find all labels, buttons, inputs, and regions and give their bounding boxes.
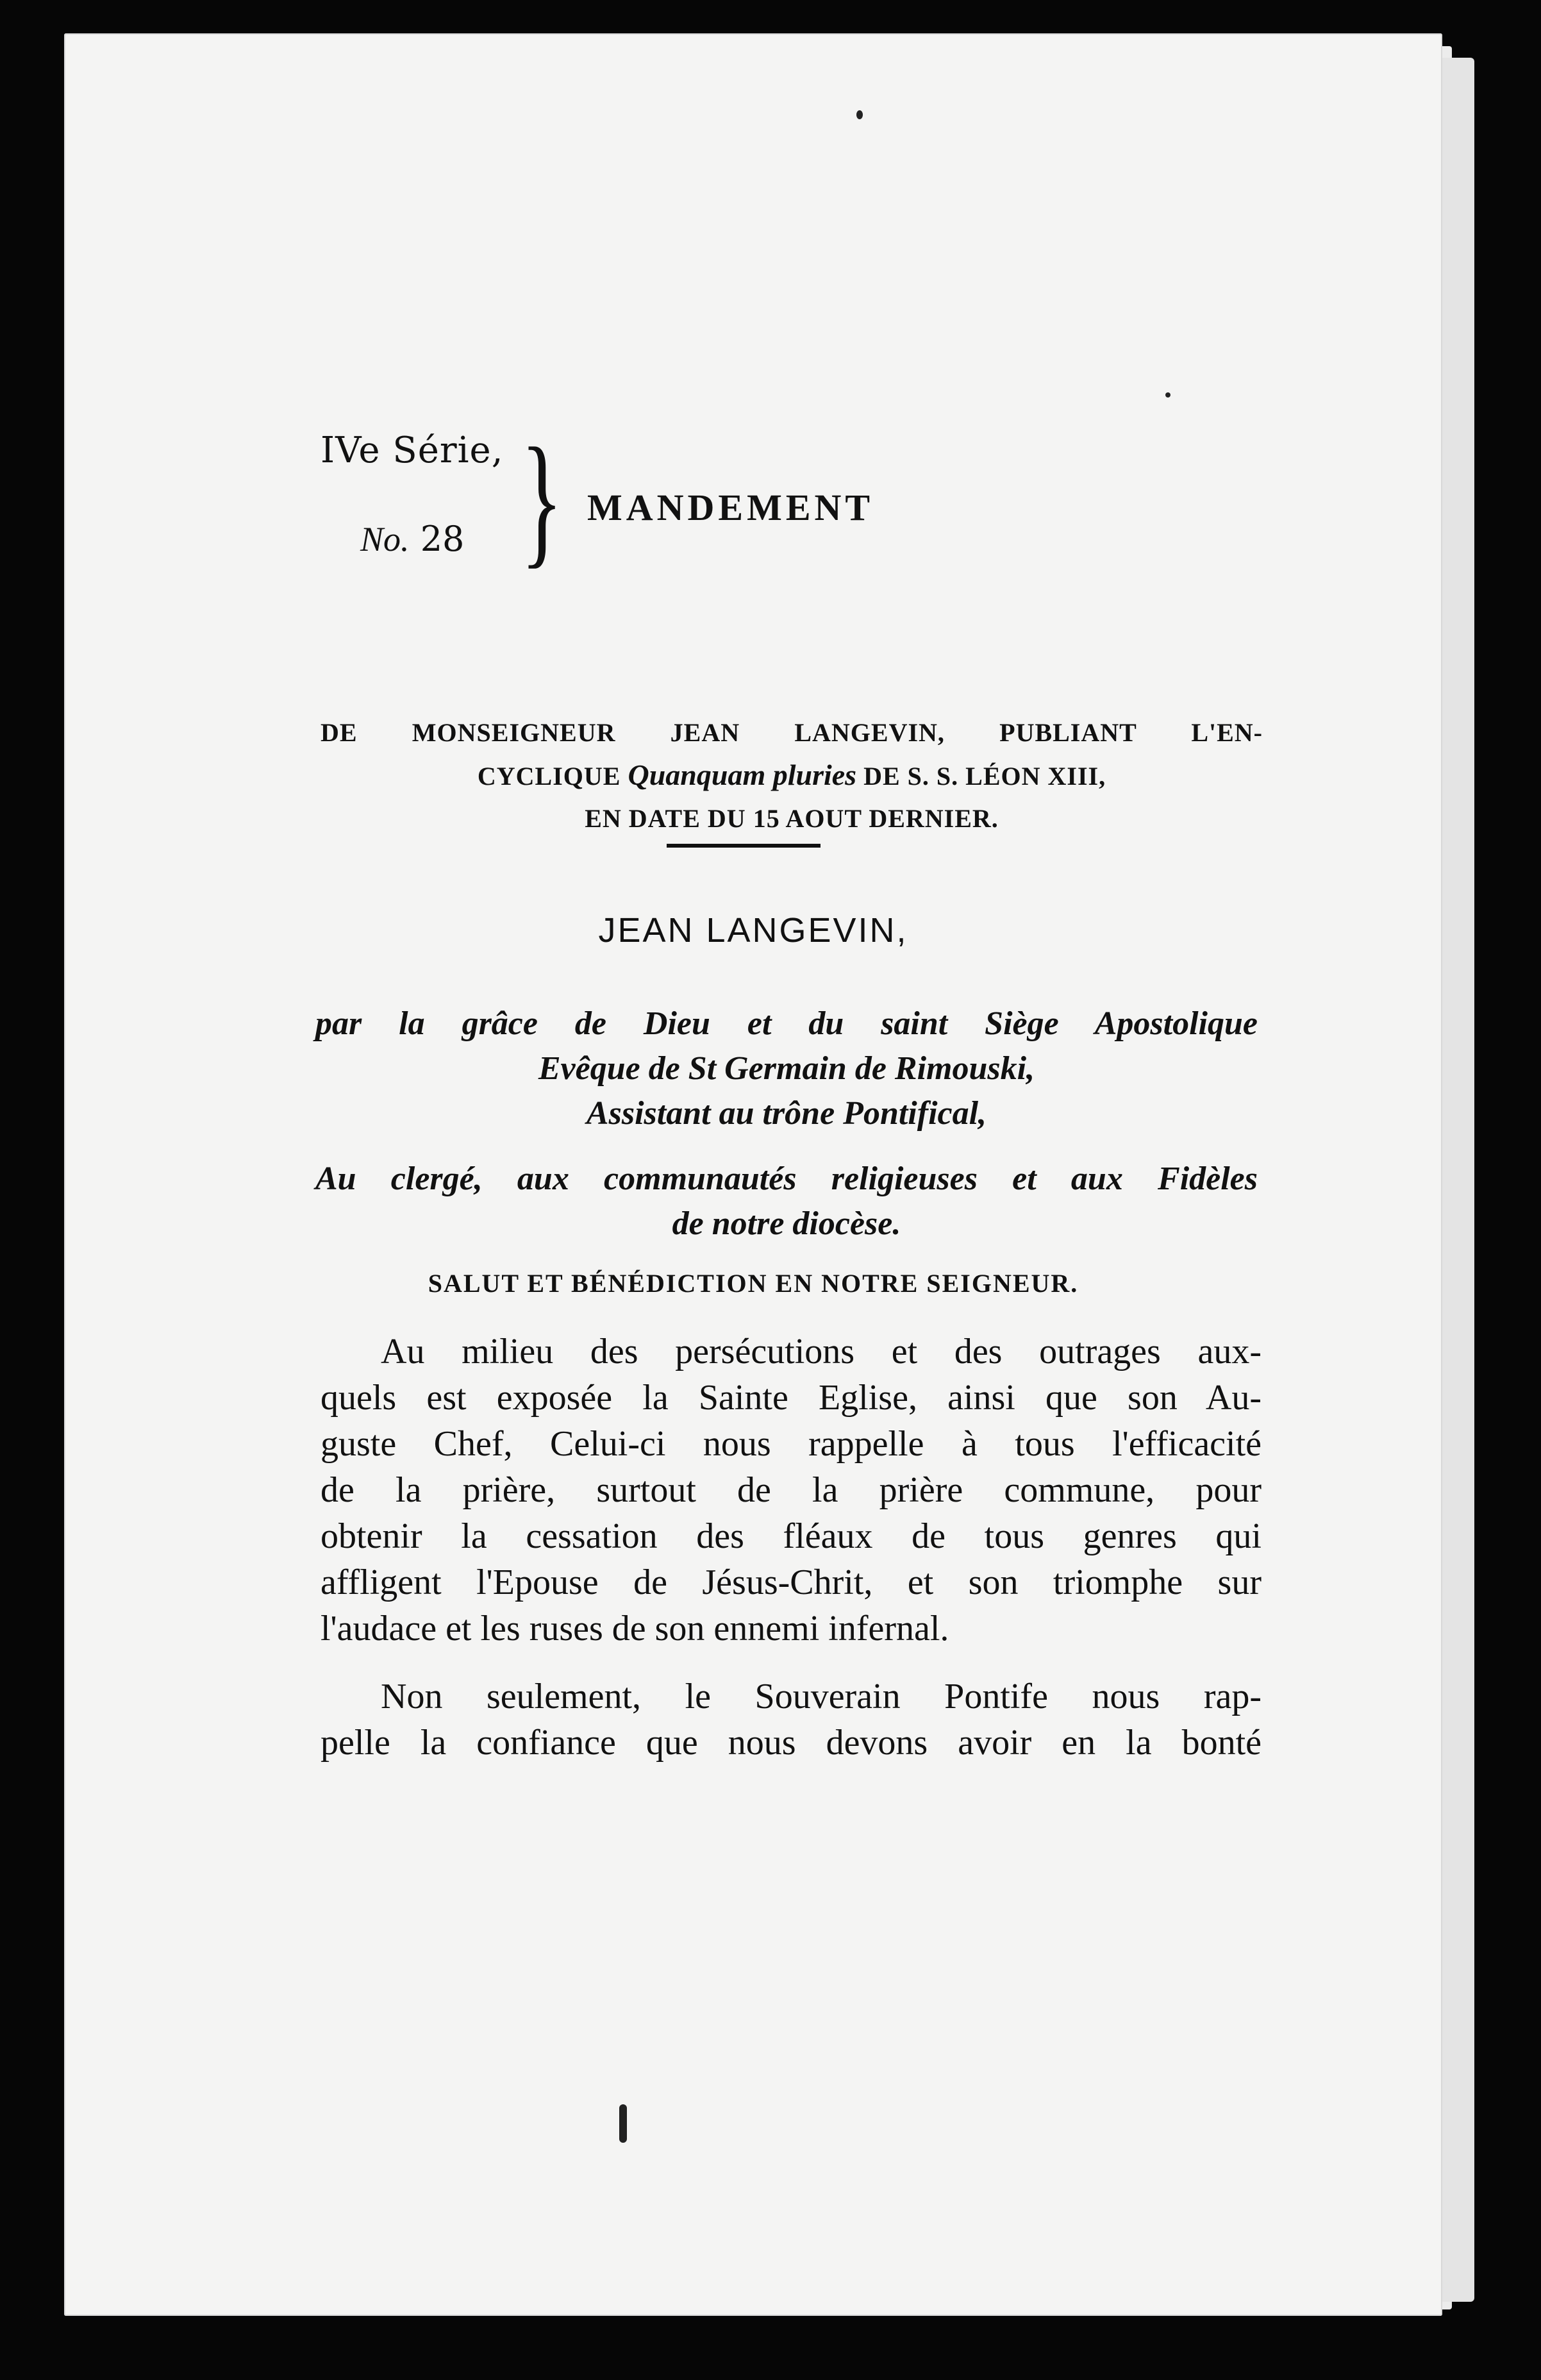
- body-line: quels est exposée la Sainte Eglise, ainsi que son Au-: [321, 1378, 1262, 1418]
- number-label: [360, 519, 464, 559]
- addressees: [315, 1157, 1258, 1246]
- body-line: Au milieu des persécutions et des outrages aux-: [381, 1332, 1262, 1371]
- ink-speck: [619, 2104, 627, 2143]
- body-line: l'audace et les ruses de son ennemi infernal.: [321, 1609, 949, 1648]
- body-line: pelle la confiance que nous devons avoir en la bonté: [321, 1723, 1262, 1763]
- encyclical-title: Quanquam pluries: [628, 758, 857, 791]
- author-name: JEAN LANGEVIN,: [598, 911, 908, 950]
- body-line: de la prière, surtout de la prière commune, pour: [321, 1470, 1262, 1510]
- body-line: Non seulement, le Souverain Pontife nous rap-: [381, 1677, 1262, 1716]
- body-text: [321, 1328, 1262, 1788]
- document-heading: MANDEMENT: [587, 487, 874, 528]
- address-line: Au clergé, aux communautés religieuses et aux Fidèles: [315, 1161, 1258, 1197]
- body-line: affligent l'Epouse de Jésus-Chrit, et son triomphe sur: [321, 1563, 1262, 1602]
- divider-rule: [667, 844, 820, 848]
- number-prefix: No.: [360, 520, 410, 558]
- body-line: obtenir la cessation des fléaux de tous genres qui: [321, 1516, 1262, 1556]
- title-line: Evêque de St Germain de Rimouski,: [538, 1050, 1035, 1087]
- salutation: SALUT ET BÉNÉDICTION EN NOTRE SEIGNEUR.: [428, 1269, 1079, 1298]
- address-line: de notre diocèse.: [672, 1205, 901, 1242]
- body-line: guste Chef, Celui-ci nous rappelle à tous l'efficacité: [321, 1424, 1262, 1464]
- title-line: Assistant au trône Pontifical,: [586, 1095, 987, 1132]
- document-page: [64, 33, 1442, 2316]
- subtitle-line-2-post: DE S. S. LÉON XIII,: [863, 762, 1106, 791]
- ink-speck: [1165, 392, 1170, 398]
- number-value: 28: [420, 519, 465, 559]
- series-label: IVe Série,: [321, 430, 504, 471]
- subtitle-line-1: DE MONSEIGNEUR JEAN LANGEVIN, PUBLIANT L'EN-: [321, 718, 1263, 747]
- subtitle-line-2: [321, 754, 1263, 798]
- brace-glyph: }: [521, 417, 563, 581]
- author-titles: [315, 1001, 1258, 1136]
- subtitle-line-3: EN DATE DU 15 AOUT DERNIER.: [585, 804, 999, 833]
- subtitle-line-2-pre: CYCLIQUE: [477, 762, 621, 791]
- paragraph: [321, 1328, 1262, 1652]
- title-line: par la grâce de Dieu et du saint Siège Apostolique: [315, 1005, 1258, 1042]
- ink-speck: [856, 110, 863, 119]
- paragraph: [321, 1673, 1262, 1766]
- document-subtitle: [321, 712, 1263, 840]
